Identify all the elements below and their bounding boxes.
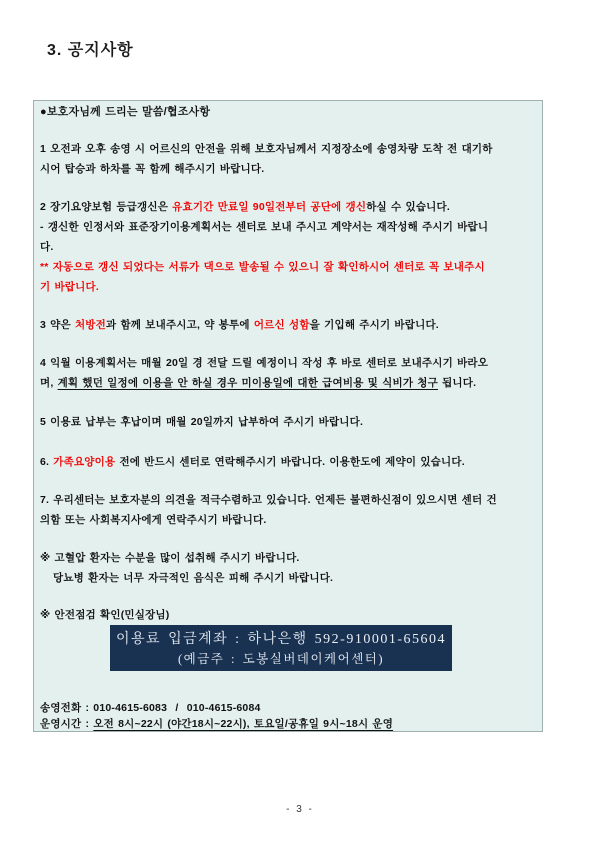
text-segment: 을 기입해 주시기 바랍니다.	[309, 319, 439, 331]
text-line: ※ 고혈압 환자는 수분을 많이 섭취해 주시기 바랍니다.	[40, 552, 300, 564]
notice-box-header: ●보호자님께 드리는 말씀/협조사항	[40, 106, 211, 118]
safety-check-note	[40, 607, 536, 623]
text-line	[40, 315, 536, 335]
notice-item-7	[40, 490, 536, 530]
text-line: 4 익월 이용계획서는 매월 20일 경 전달 드릴 예정이니 작성 후 바로 센터로 보내주시기 바라오	[40, 357, 489, 369]
text-line: 5 이용료 납부는 후납이며 매월 20일까지 납부하여 주시기 바랍니다.	[40, 416, 364, 428]
underlined-text: 계획 했던 일정에 이용을 안 하실 경우 미이용일에 대한 급여비용 및 식비가 청구	[57, 377, 438, 389]
text-segment: 과 함께 보내주시고, 약 봉투에	[106, 319, 254, 331]
text-segment: 며,	[40, 377, 58, 389]
text-segment: 6.	[40, 456, 54, 468]
bank-account-number: 이용료 입금계좌 : 하나은행 592-910001-65604	[116, 632, 446, 647]
notice-item-1	[40, 139, 536, 179]
operating-hours-line	[40, 716, 536, 732]
shuttle-phone-line: 송영전화 : 010-4615-6083 / 010-4615-6084	[40, 702, 261, 714]
page-title: 3. 공지사항	[47, 42, 134, 59]
health-note	[40, 548, 536, 588]
text-line: - 갱신한 인정서와 표준장기이용계획서는 센터로 보내 주시고 계약서는 재작성해 주시기 바랍니	[40, 221, 489, 233]
text-line: 7. 우리센터는 보호자분의 의견을 적극수렴하고 있습니다. 언제든 불편하신점이 있으시면 센터 건	[40, 494, 497, 506]
text-segment: 하실 수 있습니다.	[366, 201, 450, 213]
text-line: 시어 탑승과 하차를 꼭 함께 해주시기 바랍니다.	[40, 163, 265, 175]
hours-label: 운영시간 :	[40, 718, 94, 730]
bank-account-banner	[110, 625, 452, 671]
text-segment: 3 약은	[40, 319, 75, 331]
bank-account-holder: (예금주 : 도봉실버데이케어센터)	[177, 652, 385, 666]
warning-red-line: ** 자동으로 갱신 되었다는 서류가 댁으로 발송될 수 있으니 잘 확인하시어 센터로 꼭 보내주시	[40, 261, 485, 273]
highlight-red-text: 처방전	[74, 319, 106, 331]
text-line: 의함 또는 사회복지사에게 연락주시기 바랍니다.	[40, 514, 267, 526]
text-line: 다.	[40, 241, 54, 253]
contact-info	[40, 700, 536, 732]
text-line: ※ 안전점검 확인(민실장님)	[40, 609, 170, 621]
page-number: - 3 -	[286, 804, 314, 815]
highlight-red-text: 가족요양이용	[53, 456, 116, 468]
notice-item-2	[40, 197, 536, 297]
text-line: 1 오전과 오후 송영 시 어르신의 안전을 위해 보호자님께서 지정장소에 송영차량 도착 전 대기하	[40, 143, 493, 155]
notice-box	[33, 100, 543, 732]
text-line	[40, 452, 536, 472]
notice-item-6	[40, 452, 536, 472]
highlight-red-text: 유효기간 만료일 90일전부터 공단에 갱신	[172, 201, 367, 213]
text-line	[40, 197, 536, 217]
text-line	[40, 373, 536, 393]
notice-item-3	[40, 315, 536, 335]
text-line: 당뇨병 환자는 너무 자극적인 음식은 피해 주시기 바랍니다.	[53, 572, 334, 584]
notice-item-4	[40, 353, 536, 393]
warning-red-line: 기 바랍니다.	[40, 281, 99, 293]
highlight-red-text: 어르신 성함	[253, 319, 310, 331]
text-segment: 2 장기요양보험 등급갱신은	[40, 201, 173, 213]
text-segment: 됩니다.	[437, 377, 477, 389]
notice-item-5	[40, 412, 536, 432]
text-segment: 전에 반드시 센터로 연락해주시기 바랍니다. 이용한도에 제약이 있습니다.	[115, 456, 465, 468]
hours-value: 오전 8시~22시 (야간18시~22시), 토요일/공휴일 9시~18시 운영	[93, 718, 394, 730]
